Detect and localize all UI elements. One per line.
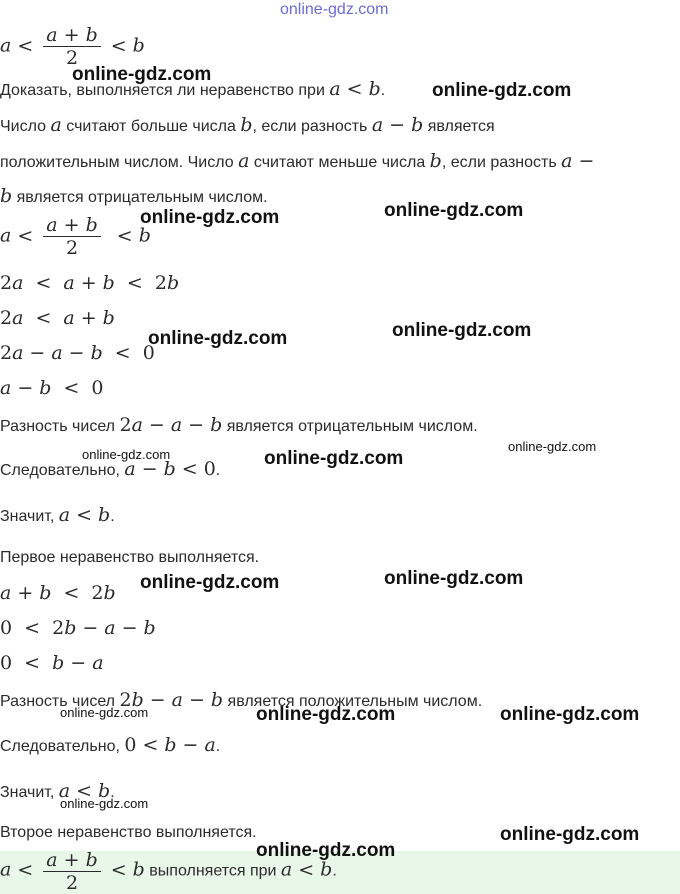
step-2a: 2a < a + b < 2b	[0, 272, 180, 294]
inequality-step: a < $\frac{a + b}{2}$ < b	[0, 214, 151, 259]
watermark: online-gdz.com	[140, 572, 280, 593]
means-1: Значит, a < b.	[0, 504, 115, 526]
second-holds: Второе неравенство выполняется.	[0, 824, 257, 841]
inequality-main: a < $\frac{a + b}{2}$ < b	[0, 24, 145, 69]
watermark: online-gdz.com	[432, 80, 572, 101]
watermark: online-gdz.com	[82, 447, 171, 462]
conclusion: a < $\frac{a + b}{2}$ < b выполняется при a < b.	[0, 849, 337, 894]
prove-text: Доказать, выполняется ли неравенство при	[0, 82, 325, 99]
watermark-top: online-gdz.com	[280, 1, 389, 18]
watermark: online-gdz.com	[392, 320, 532, 341]
watermark: online-gdz.com	[60, 705, 149, 720]
definition-line-1: Число a считают больше числа b, если разность a − b является	[0, 114, 495, 136]
first-holds: Первое неравенство выполняется.	[0, 549, 260, 566]
means-2: Значит, a < b.	[0, 780, 115, 802]
watermark: online-gdz.com	[256, 840, 396, 861]
step-2a-left: 2a < a + b	[0, 307, 115, 329]
diff-positive: Разность чисел 2b − a − b является положительным числом.	[0, 689, 483, 711]
step-subtract: 2a − a − b < 0	[0, 342, 155, 364]
watermark: online-gdz.com	[500, 704, 640, 725]
watermark: online-gdz.com	[140, 207, 280, 228]
watermark: online-gdz.com	[256, 704, 396, 725]
definition-line-3: b является отрицательным числом.	[0, 185, 268, 207]
step-diff: a − b < 0	[0, 377, 104, 399]
watermark: online-gdz.com	[384, 200, 524, 221]
step-second-c: 0 < b − a	[0, 652, 104, 674]
diff-negative: Разность чисел 2a − a − b является отрицательным числом.	[0, 414, 478, 436]
watermark: online-gdz.com	[148, 328, 288, 349]
watermark: online-gdz.com	[264, 448, 404, 469]
hence-1: Следовательно, a − b < 0.	[0, 458, 221, 480]
watermark: online-gdz.com	[384, 568, 524, 589]
step-second-a: a + b < 2b	[0, 582, 116, 604]
watermark: online-gdz.com	[60, 796, 149, 811]
prove-statement: Доказать, выполняется ли неравенство при a < b.	[0, 78, 386, 100]
hence-2: Следовательно, 0 < b − a.	[0, 734, 221, 756]
watermark: online-gdz.com	[508, 439, 597, 454]
watermark: online-gdz.com	[500, 824, 640, 845]
step-second-b: 0 < 2b − a − b	[0, 617, 156, 639]
definition-line-2: положительным числом. Число a считают меньше числа b, если разность a −	[0, 150, 595, 172]
watermark: online-gdz.com	[72, 64, 212, 85]
